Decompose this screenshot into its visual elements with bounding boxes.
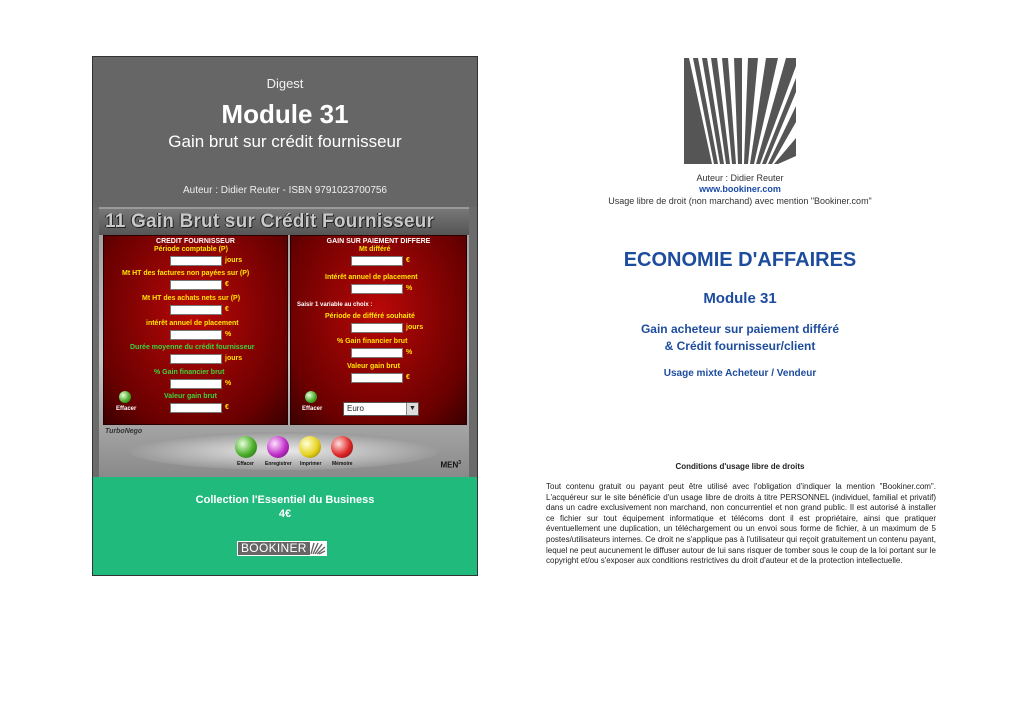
- turbonego-brand: TurboNego: [105, 428, 143, 435]
- panel-header: CREDIT FOURNISSEUR: [156, 238, 235, 245]
- clear-label: Effacer: [302, 406, 323, 412]
- gain-value-output: [170, 403, 222, 413]
- dock-label: Enregistrer: [265, 461, 292, 467]
- usage-mixte: Usage mixte Acheteur / Vendeur: [663, 368, 817, 379]
- cover-author-isbn: Auteur : Didier Reuter - ISBN 9791023700756: [182, 185, 387, 196]
- field-unit: jours: [225, 355, 243, 362]
- field-label: Mt HT des factures non payées sur (P): [122, 270, 250, 277]
- paiement-differe-panel: [290, 235, 467, 425]
- app-screenshot: [99, 207, 469, 477]
- field-unit: €: [225, 281, 229, 288]
- mt-differe-input[interactable]: [351, 256, 403, 266]
- field-label: % Gain financier brut: [337, 338, 408, 345]
- field-unit: jours: [225, 257, 243, 264]
- men-sup: 3: [458, 460, 461, 466]
- men-badge: [440, 460, 461, 470]
- conditions-title: Conditions d'usage libre de droits: [675, 462, 805, 471]
- book-cover: [92, 56, 478, 576]
- duree-input[interactable]: [170, 354, 222, 364]
- title-page: [530, 56, 950, 596]
- clear-button[interactable]: [119, 391, 131, 403]
- credit-fournisseur-panel: [103, 235, 288, 425]
- field-unit: %: [406, 349, 413, 356]
- module-title: Module 31: [703, 290, 777, 307]
- cover-subtitle: Gain brut sur crédit fournisseur: [168, 132, 402, 151]
- panel-header: GAIN SUR PAIEMENT DIFFERE: [326, 238, 431, 245]
- field-label: Durée moyenne du crédit fournisseur: [130, 344, 255, 351]
- periode-input[interactable]: [170, 256, 222, 266]
- dock-label: Effacer: [237, 461, 254, 467]
- field-label: Période comptable (P): [154, 246, 228, 253]
- men-text: MEN: [440, 460, 459, 470]
- app-title: 11 Gain Brut sur Crédit Fournisseur: [105, 211, 435, 232]
- author: Auteur : Didier Reuter: [696, 173, 784, 183]
- currency-select[interactable]: [343, 402, 419, 416]
- field-label: Mt différé: [359, 246, 391, 253]
- field-unit: €: [225, 306, 229, 313]
- periode-differe-input[interactable]: [351, 323, 403, 333]
- field-unit: jours: [406, 324, 424, 331]
- bookiner-logo: [237, 541, 327, 556]
- gain-value-input[interactable]: [351, 373, 403, 383]
- interet-input-2[interactable]: [351, 284, 403, 294]
- website-link[interactable]: www.bookiner.com: [699, 184, 781, 194]
- collection-name: Collection l'Essentiel du Business: [195, 494, 375, 506]
- bookiner-logo-text: BOOKINER: [238, 542, 310, 555]
- factures-input[interactable]: [170, 280, 222, 290]
- field-unit: %: [406, 285, 413, 292]
- conditions-text: Tout contenu gratuit ou payant peut être utilisé avec l'obligation d'indiquer la mention "Bookiner.com". L'acquéreur sur le site bénéficie d'un usage libre de droits à titre PERSONNEL (individuel, familial et privatif) dans un cadre exclusivement non marchand, non concurrentiel et non grand public. Il est autorisé à installer ce fichier sur tout équipement informatique et télécoms dont il est propriétaire, ainsi que pratiquer éventuellement une duplication, un téléchargement ou un envoi sous forme de fichier, à un maximum de 5 postes/utilisateurs internes. Ce droit ne s'applique pas à l'utilisateur qui reçoit gratuitement un contenu payant, lequel ne peut aucunement le diffuser autour de lui sans risquer de tomber sous le coup de la loi portant sur le copyright et/ou s'exposer aux conditions restrictives du droit d'auteur et de la protection intellectuelle.: [546, 482, 936, 566]
- print-button[interactable]: [299, 436, 321, 458]
- app-title-bar: [99, 209, 469, 235]
- gain-pct-input[interactable]: [351, 348, 403, 358]
- price: 4€: [278, 508, 292, 520]
- chevron-down-icon: ▼: [406, 403, 418, 415]
- dock-label: Imprimer: [300, 461, 322, 467]
- bookiner-mark-icon: [310, 542, 326, 555]
- cover-header: [93, 57, 477, 207]
- interet-input[interactable]: [170, 330, 222, 340]
- field-unit: €: [406, 374, 410, 381]
- subtitle-line-1: Gain acheteur sur paiement différé: [640, 322, 840, 336]
- bookiner-sunburst-logo-icon: [682, 56, 798, 166]
- field-unit: €: [225, 404, 229, 411]
- field-unit: %: [225, 331, 232, 338]
- field-label: Intérêt annuel de placement: [325, 274, 418, 281]
- field-unit: €: [406, 257, 410, 264]
- currency-value: Euro: [347, 404, 364, 413]
- action-dock: [129, 432, 439, 470]
- cover-title: Module 31: [221, 99, 349, 129]
- cover-footer: [93, 477, 477, 576]
- field-label: % Gain financier brut: [154, 369, 225, 376]
- subtitle-line-2: & Crédit fournisseur/client: [664, 339, 816, 353]
- achats-input[interactable]: [170, 305, 222, 315]
- field-label: intérêt annuel de placement: [146, 320, 239, 327]
- field-label: Période de différé souhaité: [325, 313, 415, 320]
- field-label: Mt HT des achats nets sur (P): [142, 295, 241, 302]
- choice-note: Saisir 1 variable au choix :: [297, 302, 373, 308]
- save-button[interactable]: [267, 436, 289, 458]
- memory-button[interactable]: [331, 436, 353, 458]
- cover-digest: Digest: [266, 76, 304, 91]
- field-label: Valeur gain brut: [164, 393, 217, 400]
- gain-pct-output: [170, 379, 222, 389]
- main-title: ECONOMIE D'AFFAIRES: [623, 249, 857, 271]
- field-unit: %: [225, 380, 232, 387]
- clear-all-button[interactable]: [235, 436, 257, 458]
- dock-label: Mémoire: [332, 461, 353, 467]
- field-label: Valeur gain brut: [347, 363, 400, 370]
- usage-note: Usage libre de droit (non marchand) avec mention "Bookiner.com": [608, 196, 872, 206]
- clear-button-2[interactable]: [305, 391, 317, 403]
- clear-label: Effacer: [116, 406, 137, 412]
